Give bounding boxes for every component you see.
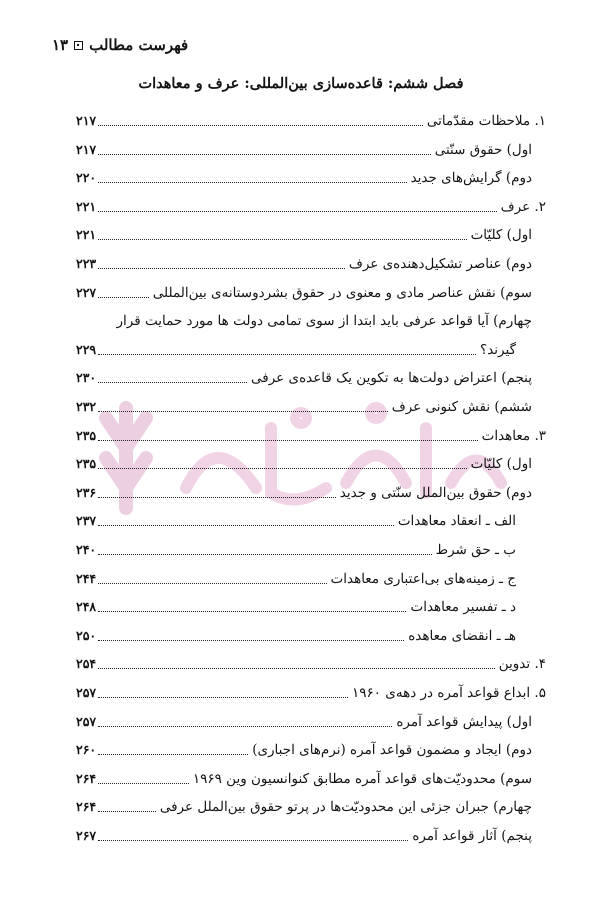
- toc-entry: [76, 770, 532, 788]
- toc-dot-leader: [98, 268, 345, 269]
- toc-entry-title: دوم) عناصر تشکیل‌دهنده‌ی عرف: [348, 256, 532, 272]
- toc-entry-page: ۲۲۳: [76, 256, 97, 271]
- toc-entry: [76, 541, 516, 559]
- toc-entry: [76, 427, 546, 445]
- toc-dot-leader: [98, 382, 247, 383]
- toc-dot-leader: [98, 497, 336, 498]
- toc-entry: [76, 713, 532, 731]
- toc-entry: [76, 255, 532, 273]
- toc-entry-page: ۲۲۷: [76, 284, 97, 300]
- toc-entry-title: سوم) محدودیّت‌های قواعد آمره مطابق کنوانسیون وین ۱۹۶۹: [192, 770, 532, 787]
- toc-entry-title: ششم) نقش کنونی عرف: [391, 399, 532, 415]
- toc-entry-title: پنجم) آثار قواعد آمره: [412, 828, 532, 844]
- toc-entry: [76, 141, 532, 159]
- toc-dot-leader: [98, 297, 149, 298]
- toc-entry-page: ۲۲۹: [76, 341, 97, 357]
- toc-entry-page: ۲۲۰: [76, 170, 97, 186]
- toc-entry-page: ۲۶۴: [76, 799, 97, 815]
- toc-dot-leader: [98, 754, 248, 755]
- toc-entry-title: ب ـ حق شرط: [435, 542, 516, 558]
- toc-entry-title: دوم) ایجاد و مضمون قواعد آمره (نرم‌های اجباری): [252, 742, 532, 759]
- toc-entry: [76, 627, 516, 645]
- toc-entry-title: ۵. ابداع قواعد آمره در دهه‌ی ۱۹۶۰: [351, 685, 546, 701]
- toc-dot-leader: [98, 811, 156, 812]
- toc-entry-title: ۳. معاهدات: [481, 427, 546, 444]
- toc-entry-page: ۲۳۲: [76, 399, 97, 414]
- toc-dot-leader: [98, 554, 431, 555]
- toc-dot-leader: [98, 583, 326, 584]
- toc-entry-title: ج ـ زمینه‌های بی‌اعتباری معاهدات: [330, 570, 516, 587]
- toc-dot-leader: [98, 354, 476, 355]
- header-title: فهرست مطالب: [89, 36, 189, 54]
- toc-entry: [76, 827, 532, 845]
- toc-entry-page: ۲۱۷: [76, 141, 97, 157]
- toc-entry: [76, 741, 532, 759]
- toc-entry: [76, 112, 546, 130]
- toc-entry: [76, 341, 516, 359]
- toc-entry: [76, 398, 532, 416]
- toc-dot-leader: [98, 125, 423, 126]
- toc-entry-title: الف ـ انعقاد معاهدات: [397, 513, 516, 530]
- toc-entry-title: اول) کلیّات: [470, 227, 532, 244]
- toc-dot-leader: [98, 783, 189, 784]
- toc-entry-page: ۲۳۰: [76, 370, 97, 386]
- toc-entry-title: چهارم) جبران جزئی این محدودیّت‌ها در پرتو حقوق بین‌الملل عرفی: [159, 799, 532, 816]
- toc-entry: [76, 169, 532, 187]
- toc-entry-title: پنجم) اعتراض دولت‌ها به تکوین یک قاعده‌ی عرفی: [251, 370, 532, 387]
- toc-entry-title: چهارم) آیا قواعد عرفی باید ابتدا از سوی تمامی دولت ها مورد حمایت قرار: [116, 313, 532, 330]
- toc-entry-page: ۲۶۰: [76, 742, 97, 758]
- chapter-title: فصل ششم: قاعده‌سازی بین‌المللی: عرف و معاهدات: [138, 75, 464, 92]
- toc-dot-leader: [98, 182, 406, 183]
- toc-entry-page: ۲۴۴: [76, 570, 97, 586]
- toc-dot-leader: [98, 239, 466, 240]
- toc-entry: [76, 598, 516, 616]
- toc-dot-leader: [98, 525, 394, 526]
- toc-dot-leader: [98, 668, 495, 669]
- toc-entry: [76, 198, 546, 216]
- toc-dot-leader: [98, 440, 477, 441]
- toc-entry-page: ۲۱۷: [76, 113, 97, 128]
- toc-entry: [76, 226, 532, 244]
- toc-entry-title: دوم) حقوق بین‌الملل سنّتی و جدید: [339, 484, 532, 501]
- toc-entry-title: ۲. عرف: [500, 198, 546, 215]
- toc-entry: [76, 369, 532, 387]
- toc-dot-leader: [98, 468, 466, 469]
- toc-entry-page: ۲۳۷: [76, 513, 97, 529]
- toc-entry-page: ۲۵۴: [76, 656, 97, 672]
- header-page-number: ۱۳: [52, 36, 69, 54]
- toc-entry-page: ۲۳۵: [76, 456, 97, 472]
- toc-dot-leader: [98, 154, 431, 155]
- toc-entry: [76, 512, 516, 530]
- toc-dot-leader: [98, 726, 392, 727]
- toc-entry-page: ۲۵۰: [76, 627, 97, 643]
- toc-entry: [76, 484, 532, 502]
- toc-entry-page: ۲۳۵: [76, 427, 97, 443]
- toc-entry-page: ۲۲۱: [76, 198, 97, 214]
- toc-entry-page: ۲۵۷: [76, 685, 97, 700]
- toc-dot-leader: [98, 411, 388, 412]
- toc-entry-title: گیرند؟: [480, 341, 516, 358]
- toc-entry-title: دوم) گرایش‌های جدید: [410, 170, 532, 187]
- square-bullet-icon: [74, 41, 83, 50]
- toc-entry: [76, 798, 532, 816]
- toc-entry-title: ۱. ملاحظات مقدّماتی: [426, 113, 546, 129]
- toc-entry: [76, 684, 546, 702]
- toc-entry-title: اول) حقوق سنّتی: [434, 141, 532, 158]
- toc-entry-title: اول) کلیّات: [470, 456, 532, 473]
- toc-entry: [76, 655, 546, 673]
- toc-dot-leader: [98, 840, 408, 841]
- toc-entry-title: د ـ تفسیر معاهدات: [410, 599, 516, 616]
- toc-dot-leader: [98, 697, 348, 698]
- toc-entry: [76, 570, 516, 588]
- toc-entry-page: ۲۴۰: [76, 542, 97, 557]
- toc-entry-page: ۲۳۶: [76, 484, 97, 500]
- toc-entry-page: ۲۵۷: [76, 713, 97, 729]
- toc-dot-leader: [98, 211, 496, 212]
- toc-entry: [76, 312, 532, 330]
- toc-entry-page: ۲۶۷: [76, 828, 97, 843]
- toc-entry: [76, 455, 532, 473]
- running-header: [52, 36, 188, 54]
- toc-entry-title: ۴. تدوین: [498, 656, 546, 673]
- toc-entry-title: هـ ـ انقضای معاهده: [408, 627, 516, 644]
- toc-entry-title: اول) پیدایش قواعد آمره: [396, 713, 532, 730]
- toc-dot-leader: [98, 611, 406, 612]
- toc-entry-page: ۲۴۸: [76, 599, 97, 615]
- toc-entry: [76, 284, 532, 302]
- toc-dot-leader: [98, 640, 404, 641]
- toc-entry-title: سوم) نقش عناصر مادی و معنوی در حقوق بشردوستانه‌ی بین‌المللی: [152, 284, 532, 301]
- toc-entry-page: ۲۶۴: [76, 770, 97, 786]
- toc-entry-page: ۲۲۱: [76, 227, 97, 243]
